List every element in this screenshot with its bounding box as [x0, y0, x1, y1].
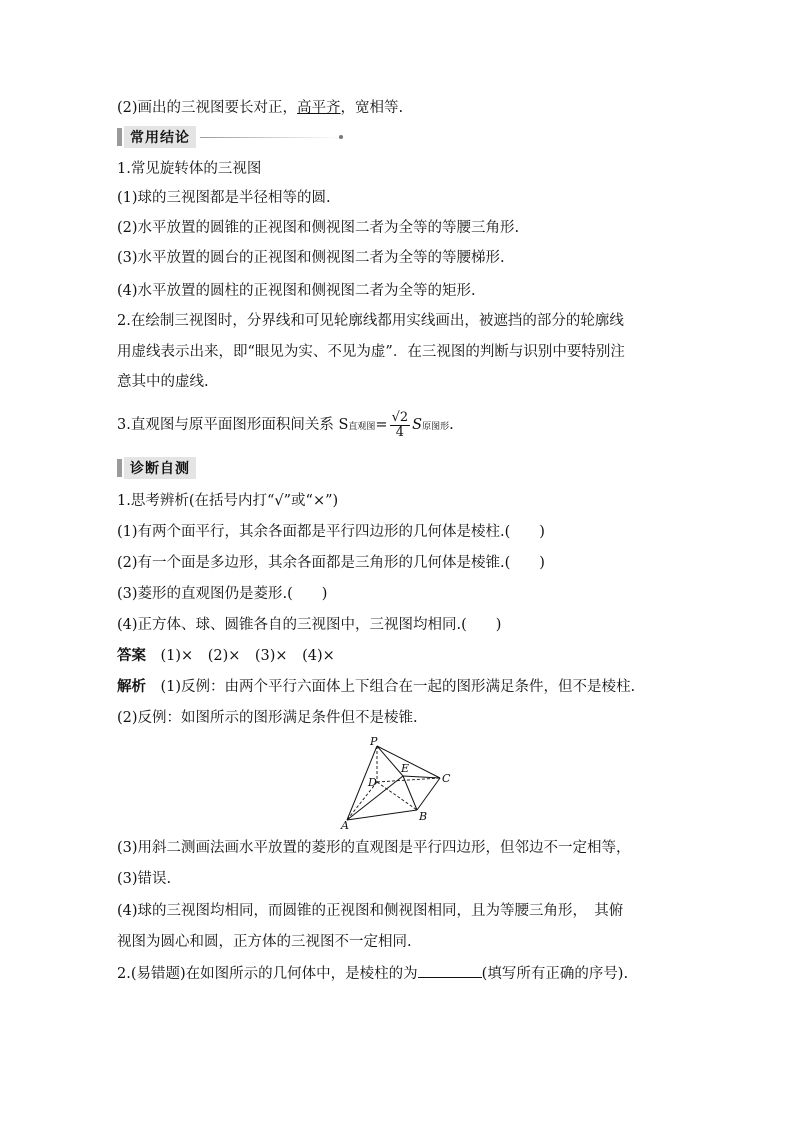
text-line: (3)错误.: [117, 871, 172, 887]
vertex-label-b: B: [419, 810, 428, 823]
heading-dot-icon: [339, 135, 343, 139]
text-segment: .: [449, 417, 454, 433]
text-segment: (2)画出的三视图要长对正，: [117, 100, 298, 116]
text-line: 意其中的虚线.: [117, 374, 209, 390]
edge-ec: [403, 776, 440, 778]
answer-blank: [418, 963, 482, 978]
explanation-text: (1)反例：由两个平行六面体上下组合在一起的图形满足条件，但不是棱柱.: [146, 679, 636, 695]
answer-text: (1)× (2)× (3)× (4)×: [146, 648, 335, 664]
heading-bar-icon: [117, 128, 122, 146]
vertex-label-d: D: [368, 776, 377, 789]
pyramid-figure: [335, 736, 465, 831]
text-line: 2.在绘制三视图时，分界线和可见轮廓线都用实线画出，被遮挡的部分的轮廓线: [117, 313, 624, 329]
subscript: 原图形: [422, 422, 450, 432]
section-heading-diagnostic-test: [117, 457, 196, 479]
text-line: (3)水平放置的圆台的正视图和侧视图二者为全等的等腰梯形.: [117, 250, 505, 266]
fraction-denominator: 4: [395, 424, 404, 440]
edge-dc-hidden: [377, 778, 440, 782]
heading-rule: [200, 137, 340, 138]
text-line: 用虚线表示出来，即“眼见为实、不见为虚”．在三视图的判断与识别中要特别注: [117, 344, 625, 360]
section-heading-common-conclusions: [117, 126, 343, 148]
subscript: 直观图: [348, 422, 376, 432]
explanation-label: 解析: [117, 679, 146, 695]
vertex-label-e: E: [401, 762, 410, 775]
question-text: (填写所有正确的序号).: [481, 966, 629, 982]
explanation-line: [117, 677, 635, 697]
text-segment: 3.直观图与原平面图形面积间关系 S: [117, 417, 349, 433]
text-line: (3)菱形的直观图仍是菱形.( ): [117, 586, 328, 602]
variable-s: S: [412, 417, 423, 433]
edge-bc: [417, 778, 440, 810]
heading-bar-icon: [117, 459, 122, 477]
text-line: (4)水平放置的圆柱的正视图和侧视图二者为全等的矩形.: [117, 283, 476, 299]
question-text: 2.(易错题)在如图所示的几何体中，是棱柱的为: [117, 966, 418, 982]
text-line: 1.常见旋转体的三视图: [117, 161, 262, 177]
text-line: (1)球的三视图都是半径相等的圆.: [117, 190, 331, 206]
text-segment: ，宽相等.: [340, 100, 404, 116]
text-line: (3)用斜二测画法画水平放置的菱形的直观图是平行四边形，但邻边不一定相等，: [117, 840, 631, 856]
edge-pe: [377, 746, 403, 776]
vertex-label-c: C: [442, 772, 451, 785]
text-line: (2)水平放置的圆锥的正视图和侧视图二者为全等的等腰三角形.: [117, 220, 520, 236]
fraction: [390, 411, 411, 440]
heading-label: 诊断自测: [124, 457, 196, 479]
answer-line: [117, 646, 335, 666]
vertex-label-p: P: [370, 736, 378, 748]
text-line: (4)正方体、球、圆锥各自的三视图中，三视图均相同.( ): [117, 617, 502, 633]
text-line: 1.思考辨析(在括号内打“√”或“×”): [117, 493, 339, 509]
text-line: (1)有两个面平行，其余各面都是平行四边形的几何体是棱柱.( ): [117, 524, 545, 540]
text-line: (2)反例：如图所示的图形满足条件但不是棱锥.: [117, 710, 418, 726]
heading-label: 常用结论: [124, 126, 196, 148]
underlined-text: 高平齐: [297, 100, 341, 116]
text-line: (2)有一个面是多边形，其余各面都是三角形的几何体是棱锥.( ): [117, 555, 545, 571]
question-line: [117, 963, 628, 984]
text-line: 视图为圆心和圆，正方体的三视图不一定相同.: [117, 934, 412, 950]
vertex-label-a: A: [341, 819, 349, 831]
text-line: [117, 98, 403, 118]
fraction-numerator: √2: [391, 409, 409, 425]
answer-label: 答案: [117, 648, 146, 664]
text-line: (4)球的三视图均相同，而圆锥的正视图和侧视图相同，且为等腰三角形， 其俯: [117, 903, 624, 919]
formula-line: [117, 409, 454, 443]
equals-sign: =: [375, 417, 388, 433]
